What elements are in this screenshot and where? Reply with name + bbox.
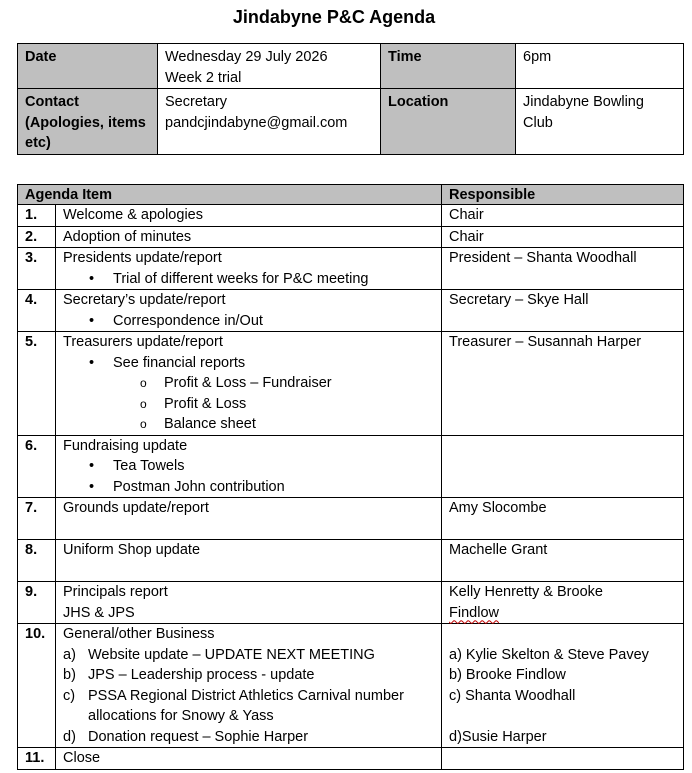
date-line1: Wednesday 29 July 2026 xyxy=(165,49,328,65)
agenda-row xyxy=(18,498,684,540)
item-number: 5. xyxy=(18,332,56,436)
item-letter: d) xyxy=(63,728,76,745)
agenda-row xyxy=(18,332,684,436)
item-title: Uniform Shop update xyxy=(56,540,442,582)
item-number: 11. xyxy=(18,748,56,770)
item-number: 8. xyxy=(18,540,56,582)
location-value: Jindabyne Bowling Club xyxy=(516,89,684,155)
contact-label: Contact (Apologies, items etc) xyxy=(18,89,158,155)
item-responsible xyxy=(442,435,684,498)
contact-value xyxy=(158,89,381,155)
item-text: Website update – UPDATE NEXT MEETING xyxy=(88,646,375,663)
time-label: Time xyxy=(381,44,516,89)
sub-bullet-point: o Profit & Loss xyxy=(63,394,434,415)
bullet-point: • Tea Towels xyxy=(63,456,434,477)
agenda-item-header: Agenda Item xyxy=(18,185,442,205)
responsible-entry: c) Shanta Woodhall xyxy=(449,687,576,704)
item-title: Secretary’s update/report xyxy=(63,292,226,308)
item-title: Fundraising update xyxy=(63,437,188,454)
item-title: Adoption of minutes xyxy=(56,226,442,248)
agenda-row xyxy=(18,582,684,624)
bullet-point: • Trial of different weeks for P&C meeting xyxy=(63,269,434,290)
item-letter: b) xyxy=(63,667,76,683)
bullet-point: • Correspondence in/Out xyxy=(63,311,434,332)
agenda-row xyxy=(18,748,684,770)
item-responsible: Chair xyxy=(442,205,684,227)
date-value xyxy=(158,44,381,89)
item-responsible: President – Shanta Woodhall xyxy=(442,248,684,290)
item-title: Grounds update/report xyxy=(56,498,442,540)
item-number: 3. xyxy=(18,248,56,290)
date-label: Date xyxy=(18,44,158,89)
lettered-item xyxy=(63,727,434,748)
location-label: Location xyxy=(381,89,516,155)
agenda-table xyxy=(17,184,684,770)
agenda-row xyxy=(18,205,684,227)
item-responsible xyxy=(442,582,684,624)
item-text: PSSA Regional District Athletics Carnival number allocations for Snowy & Yass xyxy=(88,687,404,724)
bullet-point: • See financial reports xyxy=(63,353,434,374)
contact-email: pandcjindabyne@gmail.com xyxy=(165,114,348,131)
item-content xyxy=(56,248,442,290)
item-number: 7. xyxy=(18,498,56,540)
item-title: Presidents update/report xyxy=(63,250,222,266)
item-number: 9. xyxy=(18,582,56,624)
item-number: 4. xyxy=(18,290,56,332)
agenda-row xyxy=(18,290,684,332)
item-number: 10. xyxy=(18,624,56,748)
lettered-item xyxy=(63,645,434,666)
item-responsible: Treasurer – Susannah Harper xyxy=(442,332,684,436)
item-responsible: Chair xyxy=(442,226,684,248)
item-responsible: Amy Slocombe xyxy=(442,498,684,540)
agenda-row xyxy=(18,435,684,498)
date-line2: Week 2 trial xyxy=(165,69,242,86)
contact-line1: Secretary xyxy=(165,94,228,110)
item-text: JPS – Leadership process - update xyxy=(88,667,315,683)
responsible-line2: Findlow xyxy=(449,604,499,621)
lettered-item xyxy=(63,665,434,686)
responsible-entry: a) Kylie Skelton & Steve Pavey xyxy=(449,646,649,663)
agenda-row xyxy=(18,540,684,582)
item-title: Principals report xyxy=(63,584,168,600)
item-content xyxy=(56,290,442,332)
page-title: Jindabyne P&C Agenda xyxy=(232,7,436,27)
item-content xyxy=(56,624,442,748)
item-responsible xyxy=(442,748,684,770)
time-value: 6pm xyxy=(516,44,684,89)
item-responsible xyxy=(442,624,684,748)
item-title: General/other Business xyxy=(63,626,215,642)
item-text: Donation request – Sophie Harper xyxy=(88,728,309,745)
item-letter: a) xyxy=(63,646,76,663)
responsible-line1: Kelly Henretty & Brooke xyxy=(449,584,603,600)
responsible-header: Responsible xyxy=(442,185,684,205)
item-content xyxy=(56,435,442,498)
item-number: 6. xyxy=(18,435,56,498)
meeting-details-table xyxy=(17,43,684,155)
item-number: 2. xyxy=(18,226,56,248)
sub-bullet-point: o Profit & Loss – Fundraiser xyxy=(63,373,434,394)
agenda-row xyxy=(18,624,684,748)
agenda-row xyxy=(18,248,684,290)
item-number: 1. xyxy=(18,205,56,227)
item-title: Treasurers update/report xyxy=(63,334,223,350)
bullet-point: • Postman John contribution xyxy=(63,477,434,498)
item-letter: c) xyxy=(63,687,76,704)
responsible-entry: b) Brooke Findlow xyxy=(449,667,566,683)
item-subtitle: JHS & JPS xyxy=(63,604,135,621)
agenda-row xyxy=(18,226,684,248)
item-title: Welcome & apologies xyxy=(56,205,442,227)
responsible-entry: d)Susie Harper xyxy=(449,728,547,745)
lettered-item xyxy=(63,686,434,727)
item-responsible: Machelle Grant xyxy=(442,540,684,582)
sub-bullet-point: o Balance sheet xyxy=(63,414,434,435)
item-content xyxy=(56,332,442,436)
item-title: Close xyxy=(56,748,442,770)
item-content xyxy=(56,582,442,624)
item-responsible: Secretary – Skye Hall xyxy=(442,290,684,332)
